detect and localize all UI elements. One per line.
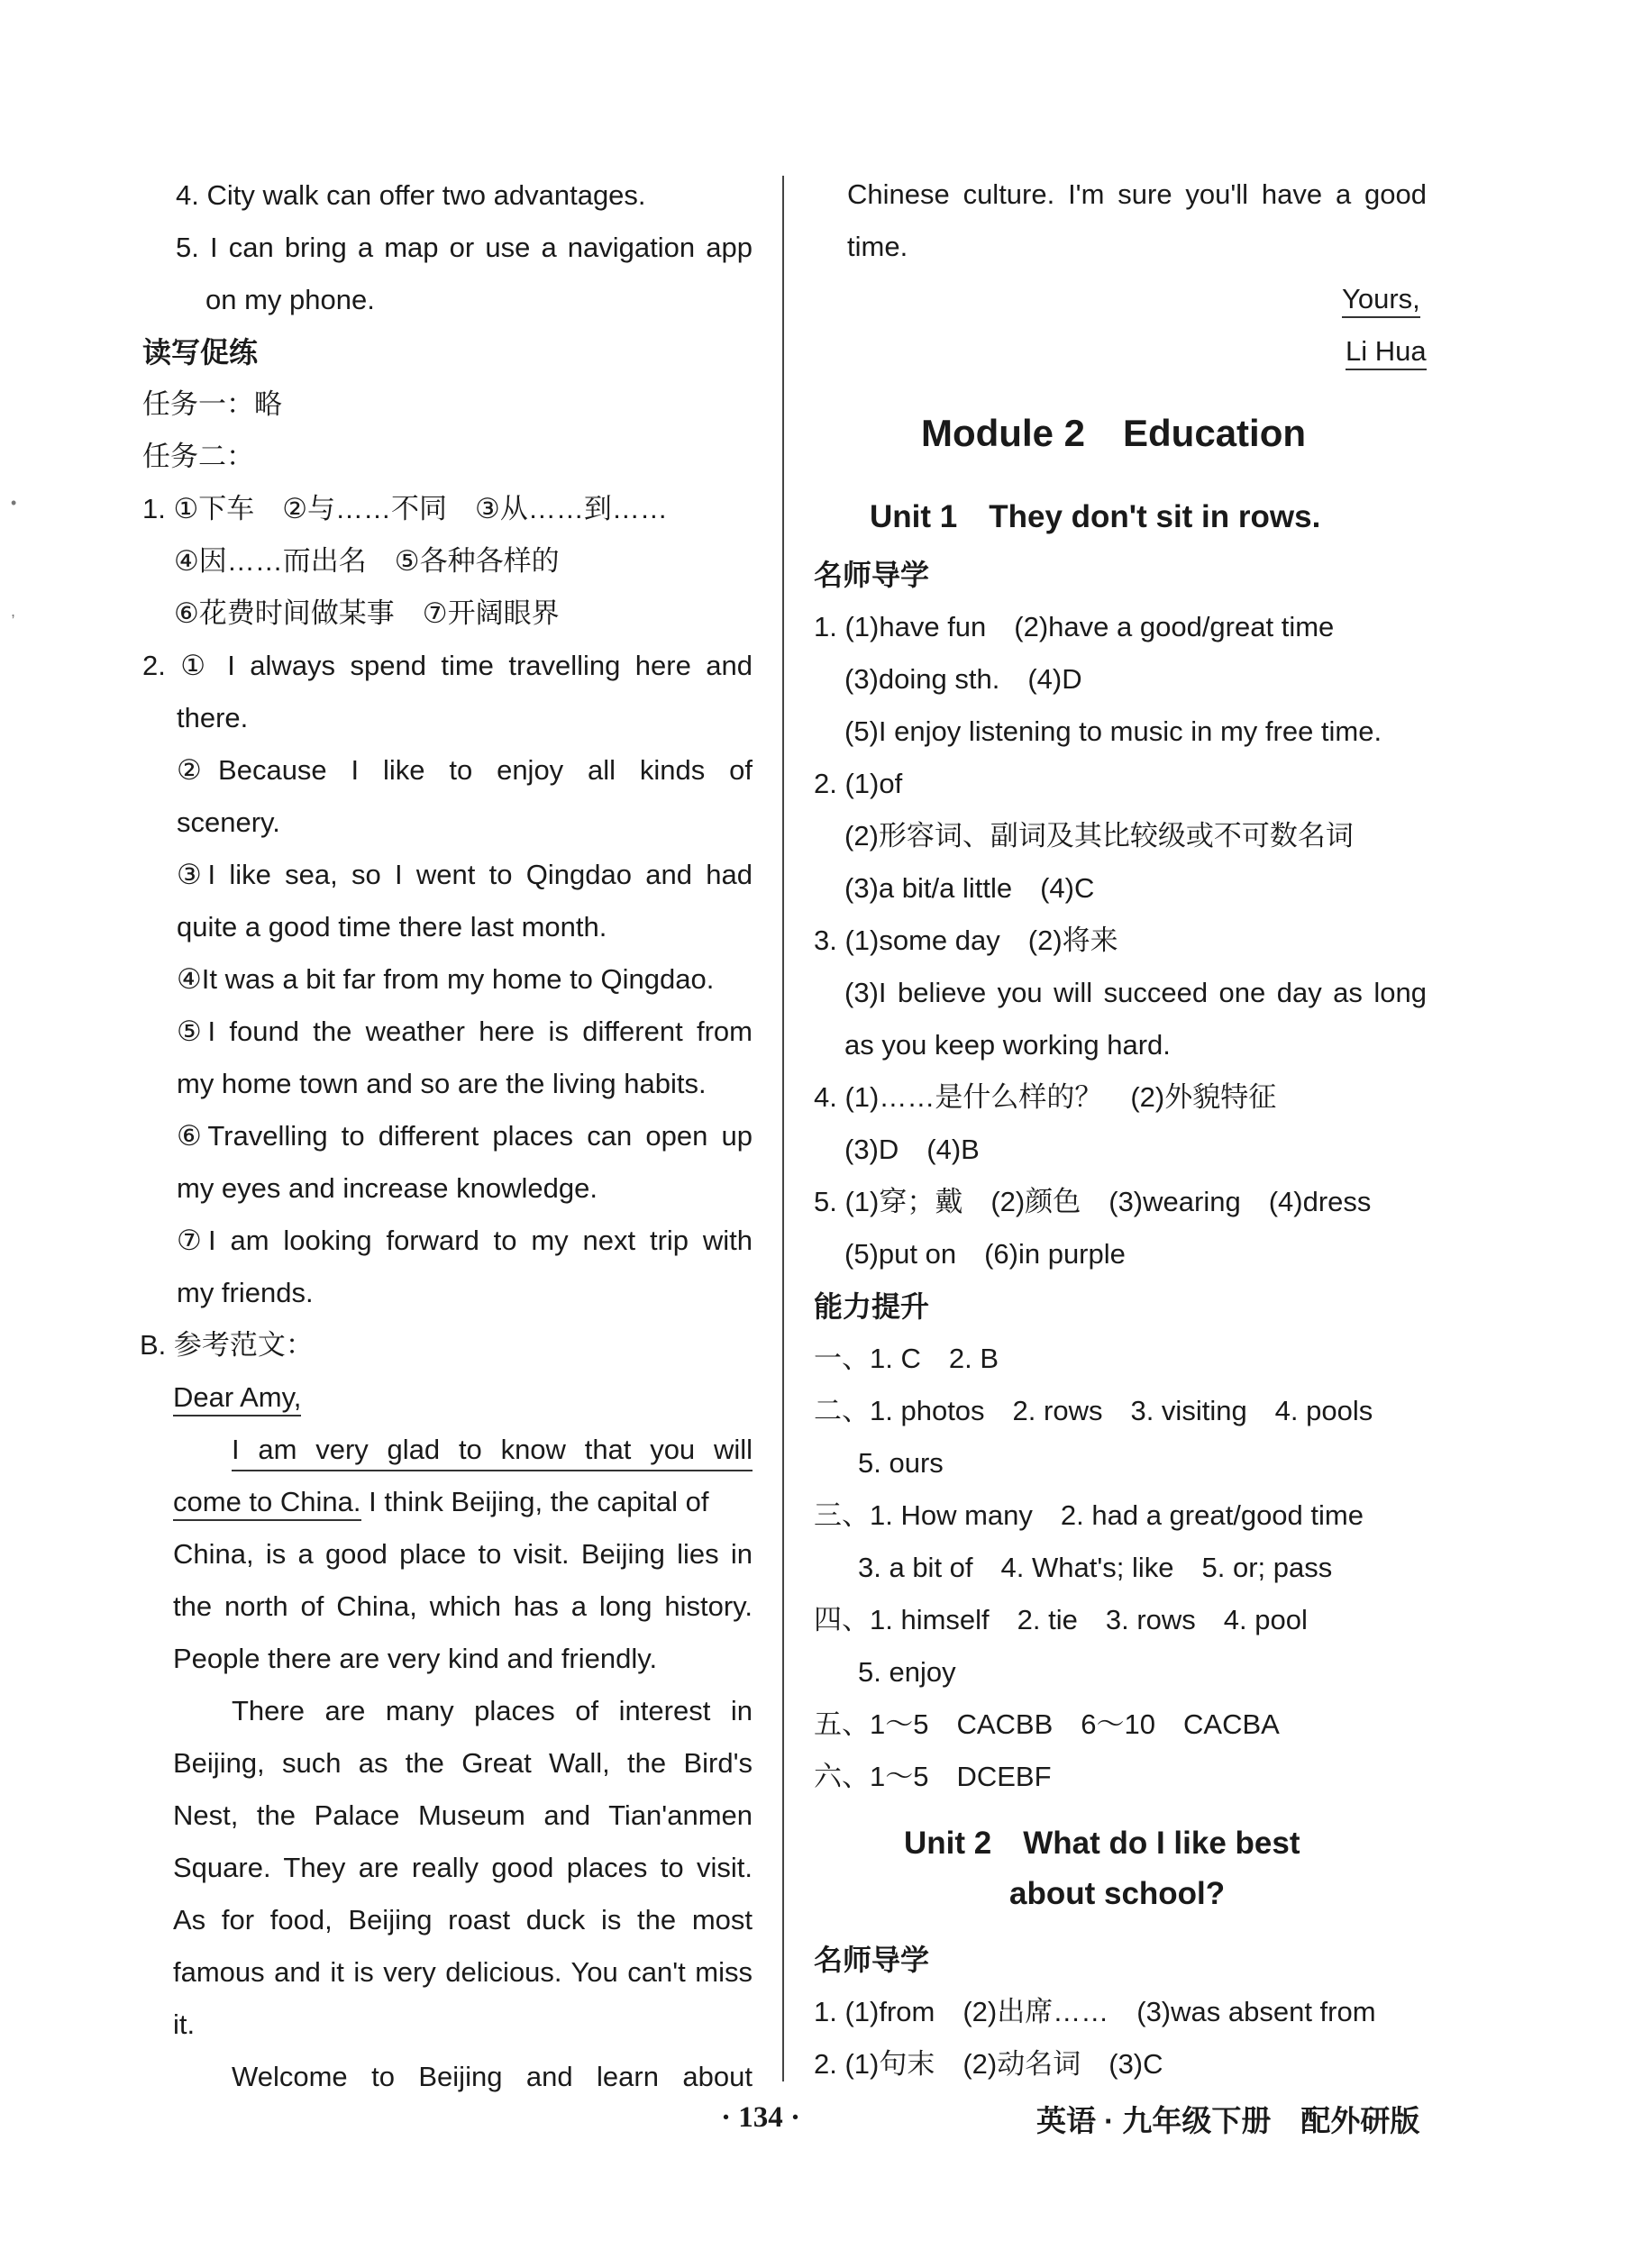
text-line: 4. City walk can offer two advantages. <box>176 179 646 211</box>
text-line: 1. (1)have fun (2)have a good/great time <box>814 611 1335 642</box>
text-line: (3)D (4)B <box>844 1134 980 1165</box>
text-line: There are many places of interest in <box>232 1695 753 1726</box>
book-info: 英语 · 九年级下册 配外研版 <box>1036 2104 1420 2137</box>
text-line: ⑤I found the weather here is different from <box>177 1016 753 1047</box>
unit-title: Unit 2 What do I like best <box>904 1826 1300 1861</box>
text-line: my friends. <box>177 1277 314 1308</box>
text-line: ⑥花费时间做某事 ⑦开阔眼界 <box>174 597 560 629</box>
text-line: ②Because I like to enjoy all kinds of <box>177 754 753 786</box>
text-line: 1. ①下车 ②与……不同 ③从……到…… <box>142 493 668 524</box>
text-line: scenery. <box>177 806 280 838</box>
text-line <box>173 1484 753 1520</box>
text-line: it. <box>173 2008 196 2040</box>
section-heading: 能力提升 <box>814 1290 930 1323</box>
text-line: 一、1. C 2. B <box>814 1343 999 1374</box>
text-line: 3. (1)some day (2)将来 <box>814 925 1118 956</box>
text-line: 1. (1)from (2)出席…… (3)was absent from <box>814 1996 1376 2027</box>
margin-mark: • <box>11 494 17 512</box>
text-line: ⑦I am looking forward to my next trip with <box>177 1225 753 1256</box>
page-number: · 134 · <box>721 2101 801 2134</box>
text-line: (5)put on (6)in purple <box>844 1238 1126 1270</box>
text-line: 任务一：略 <box>142 388 282 420</box>
text-line: Beijing, such as the Great Wall, the Bird's <box>173 1747 753 1779</box>
text-line: (3)a bit/a little (4)C <box>844 872 1095 904</box>
text-line: ④因……而出名 ⑤各种各样的 <box>174 545 560 577</box>
text-line: ③I like sea, so I went to Qingdao and had <box>177 859 753 890</box>
section-heading: 名师导学 <box>814 559 930 591</box>
unit-title: about school? <box>1009 1876 1226 1911</box>
text-line: ④It was a bit far from my home to Qingdao. <box>177 963 715 995</box>
text-line: 5. I can bring a map or use a navigation app <box>176 232 753 263</box>
text-line: as you keep working hard. <box>844 1029 1171 1061</box>
letter-signature: Li Hua <box>1346 335 1427 370</box>
text-line: As for food, Beijing roast duck is the most <box>173 1904 753 1936</box>
module-title: Module 2 Education <box>921 412 1307 454</box>
text-line: Chinese culture. I'm sure you'll have a good <box>847 178 1427 210</box>
text-line: China, is a good place to visit. Beijing lies in <box>173 1538 753 1570</box>
text-line: 四、1. himself 2. tie 3. rows 4. pool <box>814 1604 1308 1635</box>
text-line: I think Beijing, the capital of <box>360 1486 709 1517</box>
text-line: 5. ours <box>858 1447 944 1479</box>
text-line: 三、1. How many 2. had a great/good time <box>814 1499 1364 1531</box>
text-line: on my phone. <box>205 284 375 315</box>
text-line: B. 参考范文： <box>140 1329 314 1361</box>
text-line: time. <box>847 231 908 262</box>
section-heading: 读写促练 <box>142 336 259 369</box>
text-line: (3)I believe you will succeed one day as long <box>844 977 1427 1008</box>
text-line: quite a good time there last month. <box>177 911 607 943</box>
text-line: Welcome to Beijing and learn about <box>232 2061 753 2092</box>
text-line: famous and it is very delicious. You can't miss <box>173 1956 753 1988</box>
letter-closing: Yours, <box>1342 283 1420 318</box>
margin-mark: , <box>11 602 16 620</box>
letter-opening-end: come to China. <box>173 1486 361 1521</box>
text-line: People there are very kind and friendly. <box>173 1643 658 1674</box>
text-line: 4. (1)……是什么样的？ (2)外貌特征 <box>814 1081 1277 1113</box>
text-line: 五、1～5 CACBB 6～10 CACBA <box>814 1708 1280 1740</box>
text-line: Square. They are really good places to visit. <box>173 1852 753 1883</box>
text-line: ⑥Travelling to different places can open up <box>177 1120 753 1152</box>
text-line: 2. (1)of <box>814 768 903 799</box>
text-line: my eyes and increase knowledge. <box>177 1172 598 1204</box>
text-line: the north of China, which has a long history. <box>173 1590 753 1622</box>
text-line: (3)doing sth. (4)D <box>844 663 1082 695</box>
text-line: there. <box>177 702 249 733</box>
text-line: 2. ① I always spend time travelling here and <box>142 650 753 681</box>
section-heading: 名师导学 <box>814 1944 930 1976</box>
text-line: 3. a bit of 4. What's; like 5. or; pass <box>858 1552 1333 1583</box>
text-line: my home town and so are the living habits. <box>177 1068 707 1099</box>
column-divider <box>782 176 784 2081</box>
letter-opening: I am very glad to know that you will <box>232 1432 753 1471</box>
unit-title: Unit 1 They don't sit in rows. <box>870 499 1321 534</box>
text-line: (5)I enjoy listening to music in my free time. <box>844 715 1382 747</box>
text-line: Nest, the Palace Museum and Tian'anmen <box>173 1799 753 1831</box>
text-line: 六、1～5 DCEBF <box>814 1761 1052 1792</box>
letter-greeting: Dear Amy, <box>173 1381 301 1416</box>
text-line: 2. (1)句末 (2)动名词 (3)C <box>814 2048 1163 2080</box>
text-line: 5. enjoy <box>858 1656 956 1688</box>
text-line: 5. (1)穿；戴 (2)颜色 (3)wearing (4)dress <box>814 1186 1372 1217</box>
text-line: 二、1. photos 2. rows 3. visiting 4. pools <box>814 1395 1373 1426</box>
text-line: (2)形容词、副词及其比较级或不可数名词 <box>844 820 1354 852</box>
text-line: 任务二： <box>142 441 254 472</box>
